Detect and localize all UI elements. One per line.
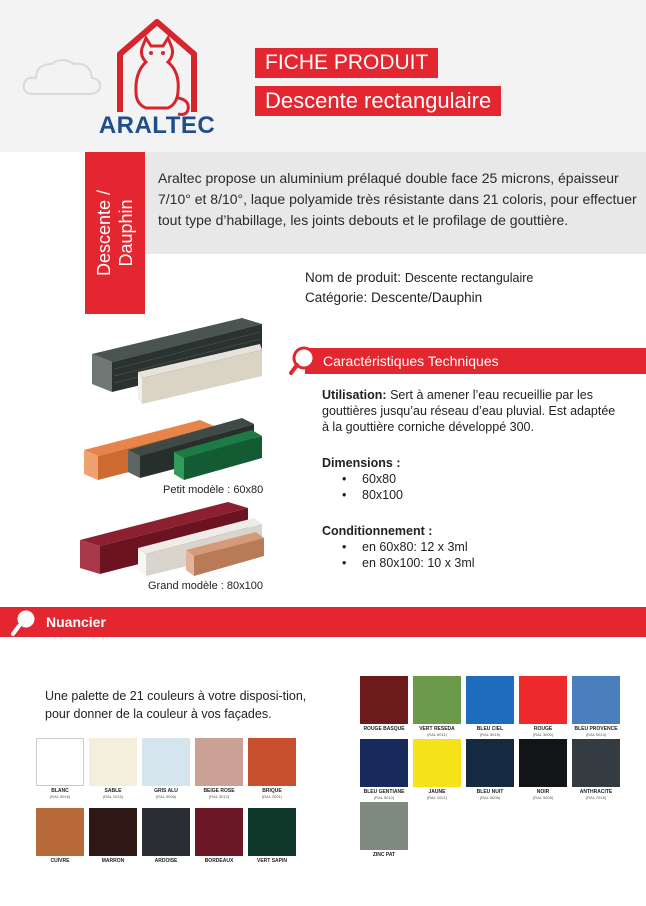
swatch-ral: (RAL 1021) bbox=[426, 795, 448, 800]
color-swatch bbox=[36, 738, 84, 786]
category-line-1: Descente / bbox=[94, 189, 114, 277]
palette-description: Une palette de 21 couleurs à votre disposi-tion, pour donner de la couleur à vos façades. bbox=[45, 689, 307, 721]
swatch-ral: (RAL 9006) bbox=[155, 794, 177, 799]
swatch-ral: (RAL 2001) bbox=[261, 794, 283, 799]
pipe-image-black-white bbox=[90, 314, 264, 404]
color-swatch bbox=[466, 739, 514, 787]
color-swatch bbox=[142, 808, 190, 856]
swatch-ral: (RAL 1015) bbox=[102, 794, 124, 799]
color-swatch bbox=[413, 739, 461, 787]
swatch-name: ROUGE BASQUE bbox=[363, 726, 405, 732]
page-title: Descente rectangulaire bbox=[255, 86, 501, 116]
tech-section-title: Caractéristiques Techniques bbox=[323, 353, 499, 369]
list-item: • 80x100 bbox=[342, 487, 622, 503]
color-swatch bbox=[572, 676, 620, 724]
color-swatch bbox=[248, 738, 296, 786]
brand-name: ARALTEC bbox=[98, 112, 216, 139]
magnifier-icon bbox=[10, 606, 40, 638]
swatch-name: ARDOISE bbox=[154, 858, 178, 864]
product-category-value: Descente/Dauphin bbox=[371, 290, 483, 305]
list-item: • 60x80 bbox=[342, 471, 622, 487]
swatch-ral: (RAL 5008) bbox=[479, 795, 501, 800]
swatch-ral: (RAL 9016) bbox=[49, 794, 71, 799]
swatch-name: BLEU NUIT bbox=[476, 789, 504, 795]
swatch-name: JAUNE bbox=[428, 789, 446, 795]
list-item: • en 80x100: 10 x 3ml bbox=[342, 555, 622, 571]
color-swatch bbox=[360, 676, 408, 724]
swatch-name: BORDEAUX bbox=[204, 858, 234, 864]
color-swatch bbox=[195, 808, 243, 856]
swatch-name: MARRON bbox=[101, 858, 125, 864]
category-line-2: Dauphin bbox=[116, 199, 136, 267]
packaging-block bbox=[322, 523, 622, 571]
color-swatch bbox=[466, 676, 514, 724]
swatch-name: CUIVRE bbox=[50, 858, 70, 864]
product-category-label: Catégorie: bbox=[305, 290, 368, 305]
usage-block bbox=[322, 387, 622, 435]
color-swatch bbox=[519, 676, 567, 724]
color-swatch bbox=[248, 808, 296, 856]
pipe-image-orange-green bbox=[82, 398, 264, 482]
intro-text: Araltec propose un aluminium prélaqué double face 25 microns, épaisseur 7/10° et 8/10°, laque polyamide très résistante dans 21 coloris, pour effectuer tout type d’habillage, les joints debouts et le profilage de gouttière. bbox=[158, 170, 637, 228]
product-name-row bbox=[305, 268, 533, 288]
fiche-produit-tag: FICHE PRODUIT bbox=[255, 48, 438, 78]
color-swatch bbox=[360, 739, 408, 787]
swatch-name: BRIQUE bbox=[262, 788, 282, 794]
swatch-name: BLANC bbox=[51, 788, 69, 794]
product-name-label: Nom de produit: bbox=[305, 270, 402, 285]
swatch-ral: (RAL 7016) bbox=[585, 795, 607, 800]
swatch-name: SABLE bbox=[104, 788, 122, 794]
nuancier-title: Nuancier bbox=[46, 614, 106, 630]
dimensions-label: Dimensions : bbox=[322, 456, 401, 470]
nuancier-section-header bbox=[0, 607, 646, 637]
swatch-ral: (RAL 5015) bbox=[479, 732, 501, 737]
swatch-ral: (RAL 5010) bbox=[373, 795, 395, 800]
large-model-caption: Grand modèle : 80x100 bbox=[148, 580, 263, 592]
swatch-ral: (RAL 9005) bbox=[532, 795, 554, 800]
color-swatch bbox=[89, 808, 137, 856]
swatch-name: BLEU GENTIANE bbox=[363, 789, 405, 795]
color-swatch bbox=[195, 738, 243, 786]
color-swatch bbox=[36, 808, 84, 856]
swatch-name: ROUGE bbox=[533, 726, 553, 732]
dimensions-list bbox=[342, 471, 622, 503]
product-category-row bbox=[305, 288, 533, 308]
list-item: • en 60x80: 12 x 3ml bbox=[342, 539, 622, 555]
swatch-name: GRIS ALU bbox=[154, 788, 178, 794]
swatch-ral: (RAL 5014) bbox=[585, 732, 607, 737]
product-name-value: Descente rectangulaire bbox=[404, 271, 534, 285]
small-model-caption: Petit modèle : 60x80 bbox=[163, 484, 264, 496]
swatch-ral: (RAL 3000) bbox=[532, 732, 554, 737]
color-swatch bbox=[413, 676, 461, 724]
swatch-name: BEIGE ROSE bbox=[203, 788, 235, 794]
swatch-name: BLEU CIEL bbox=[476, 726, 504, 732]
swatch-name: ZINC PAT bbox=[372, 852, 396, 858]
swatch-name: VERT RESEDA bbox=[419, 726, 455, 732]
color-swatch bbox=[519, 739, 567, 787]
swatch-name: NOIR bbox=[536, 789, 550, 795]
swatch-name: VERT SAPIN bbox=[256, 858, 287, 864]
category-side-label bbox=[85, 152, 145, 314]
swatch-name: ANTHRACITE bbox=[579, 789, 613, 795]
tech-section-header bbox=[305, 348, 646, 374]
color-swatch bbox=[89, 738, 137, 786]
magnifier-icon bbox=[289, 346, 317, 376]
color-swatch bbox=[572, 739, 620, 787]
tech-body bbox=[322, 387, 622, 591]
swatch-name: BLEU PROVENCE bbox=[574, 726, 618, 732]
pipe-image-red-copper bbox=[78, 494, 264, 578]
cloud-icon bbox=[22, 52, 102, 98]
swatch-ral: (RAL 6011) bbox=[426, 732, 447, 737]
product-info bbox=[305, 268, 533, 308]
color-swatch bbox=[360, 802, 408, 850]
color-swatch bbox=[142, 738, 190, 786]
usage-label: Utilisation: bbox=[322, 388, 387, 402]
packaging-label: Conditionnement : bbox=[322, 524, 433, 538]
dimensions-block bbox=[322, 455, 622, 503]
swatch-ral: (RAL 3012) bbox=[208, 794, 230, 799]
usage-text: Sert à amener l’eau recueillie par les gouttières jusqu’au réseau d’eau pluvial. Est adaptée à la gouttière corniche développé 300. bbox=[322, 388, 616, 434]
packaging-list bbox=[342, 539, 622, 571]
